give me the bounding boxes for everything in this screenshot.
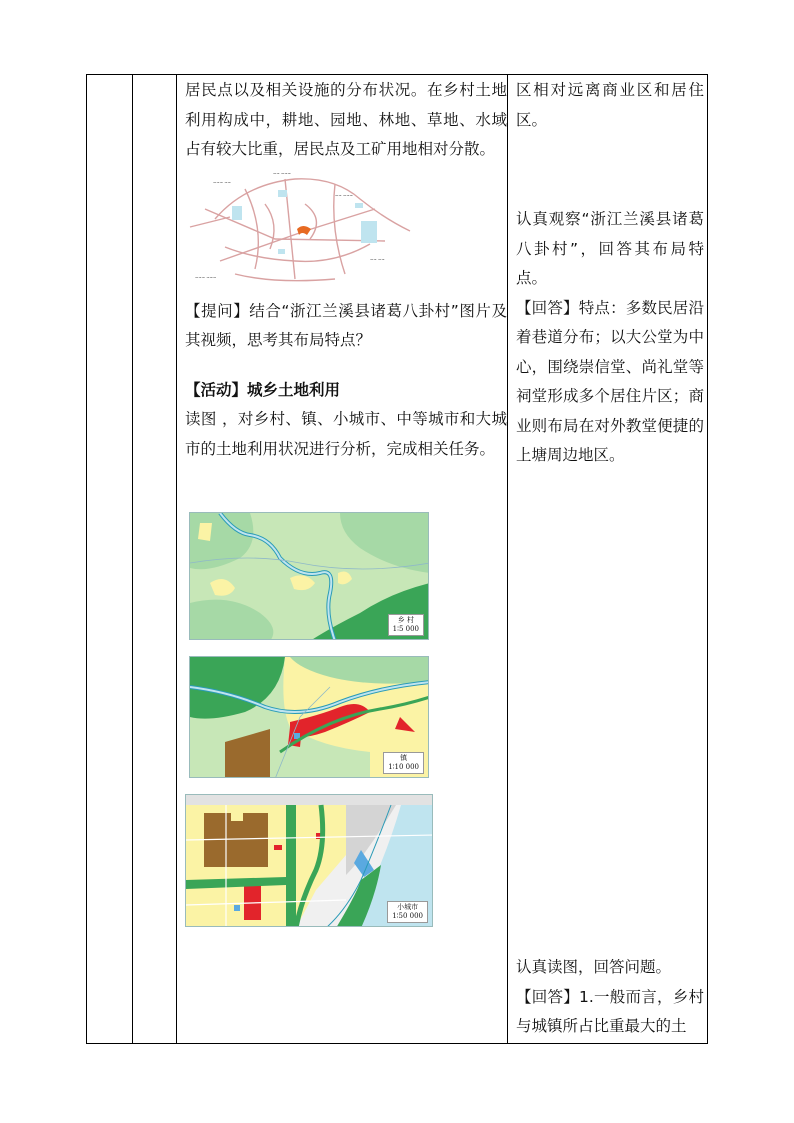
side-paragraph-1: 区相对远离商业区和居住区。 — [516, 81, 704, 129]
svg-text:~~ ~~: ~~ ~~ — [370, 256, 385, 262]
side-column-top — [516, 76, 704, 135]
activity-paragraph: 读图 ，对乡村、镇、小城市、中等城市和大城市的土地利用状况进行分析，完成相关任务。 — [185, 410, 507, 458]
svg-text:~~ ~~~: ~~ ~~~ — [335, 192, 354, 198]
small-city-map-label: 小城市 1∶50 000 — [387, 901, 428, 923]
side-paragraph-5: 【回答】1.一般而言，乡村与城镇所占比重最大的土 — [516, 987, 704, 1035]
column-divider — [132, 75, 133, 1043]
town-map-label: 镇 1∶10 000 — [383, 752, 424, 774]
column-divider — [507, 75, 508, 1043]
lesson-table — [86, 74, 708, 1044]
question-paragraph: 【提问】结合“浙江兰溪县诸葛八卦村”图片及其视频，思考其布局特点？ — [185, 301, 507, 349]
bagua-village-map — [185, 169, 417, 289]
svg-text:~~~ ~~: ~~~ ~~ — [213, 179, 232, 185]
side-paragraph-3: 【回答】特点：多数民居沿着巷道分布；以大公堂为中心，围绕崇信堂、尚礼堂等祠堂形成多个居住片区；商业则布局在对外教堂便捷的上塘周边地区。 — [516, 298, 704, 464]
side-column-bottom — [516, 953, 704, 1042]
side-paragraph-2: 认真观察“浙江兰溪县诸葛八卦村”，回答其布局特点。 — [516, 210, 704, 287]
svg-text:~~ ~~~: ~~ ~~~ — [273, 170, 292, 176]
side-paragraph-4: 认真读图，回答问题。 — [516, 958, 672, 976]
village-map-label: 乡 村 1∶5 000 — [388, 614, 424, 636]
village-land-use-map — [189, 512, 429, 640]
small-city-land-use-map — [185, 794, 433, 927]
column-divider — [176, 75, 177, 1043]
activity-title: 【活动】城乡土地利用 — [185, 380, 341, 399]
main-column — [185, 75, 507, 464]
svg-text:~~~ ~~~: ~~~ ~~~ — [195, 274, 217, 280]
side-column-middle — [516, 205, 704, 471]
bagua-village-map-image — [185, 169, 417, 289]
intro-paragraph: 居民点以及相关设施的分布状况。在乡村土地利用构成中，耕地、园地、林地、草地、水域占有较大比重，居民点及工矿用地相对分散。 — [185, 81, 507, 158]
town-land-use-map — [189, 656, 429, 778]
